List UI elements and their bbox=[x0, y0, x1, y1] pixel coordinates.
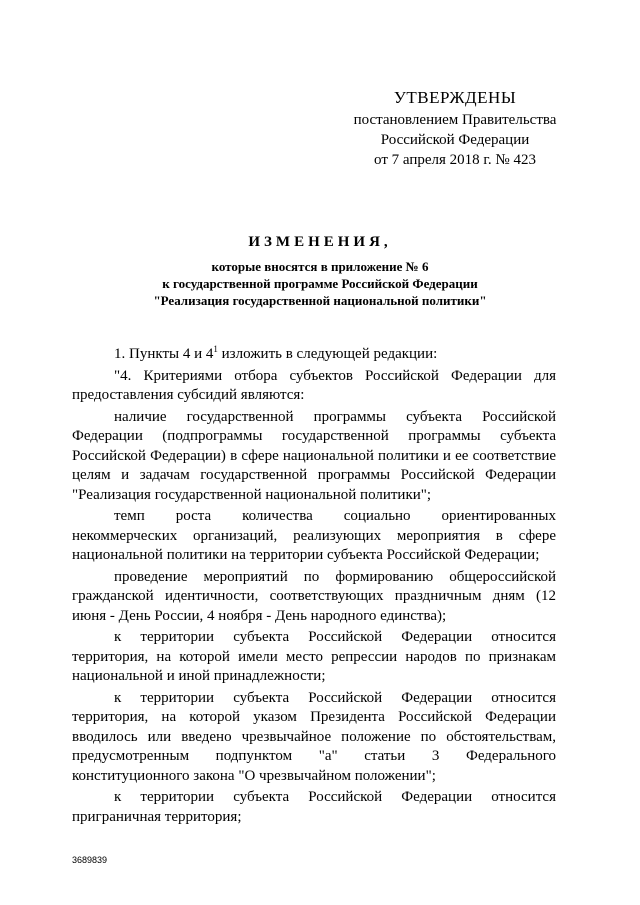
title-line: к государственной программе Российской Федерации bbox=[162, 276, 478, 291]
approval-block bbox=[340, 88, 570, 170]
document-body bbox=[72, 345, 556, 829]
paragraph-1 bbox=[72, 345, 556, 365]
superscript: 1 bbox=[213, 344, 218, 354]
paragraph-6: к территории субъекта Российской Федерации относится территория, на которой имели место репрессии народов по признакам национальной и иной принадлежности; bbox=[72, 629, 556, 684]
paragraph-text: 1. Пункты 4 и 4 bbox=[114, 346, 214, 362]
approval-line: Российской Федерации bbox=[380, 132, 530, 148]
paragraph-8: к территории субъекта Российской Федерации относится приграничная территория; bbox=[72, 789, 556, 825]
paragraph-5: проведение мероприятий по формированию общероссийской гражданской идентичности, соответствующих праздничным дням (12 июня - День России, 4 ноября - День народного единства); bbox=[72, 568, 556, 624]
title-main: ИЗМЕНЕНИЯ, bbox=[248, 234, 392, 250]
title-line: которые вносятся в приложение № 6 bbox=[211, 259, 429, 274]
approval-heading: УТВЕРЖДЕНЫ bbox=[393, 88, 517, 107]
title-line: "Реализация государственной национальной политики" bbox=[153, 293, 487, 308]
paragraph-7: к территории субъекта Российской Федерации относится территория, на которой указом Президента Российской Федерации вводилось или введено чрезвычайное положение по обстоятельствам, предусмотренным подпунктом "а" статьи 3 Федерального конституционного закона "О чрезвычайном положении"; bbox=[72, 689, 556, 784]
paragraph-3: наличие государственной программы субъекта Российской Федерации (подпрограммы государственной программы субъекта Российской Федерации) в сфере национальной политики и ее соответствие целям и задачам государственной программы Российской Федерации "Реализация государственной национальной политики"; bbox=[72, 408, 556, 503]
paragraph-2: "4. Критериями отбора субъектов Российской Федерации для предоставления субсидий являются: bbox=[72, 367, 556, 403]
paragraph-4: темп роста количества социально ориентированных некоммерческих организаций, реализующих мероприятия в сфере национальной политики на территории субъекта Российской Федерации; bbox=[72, 508, 556, 563]
approval-date-number: от 7 апреля 2018 г. № 423 bbox=[374, 152, 536, 168]
paragraph-text: изложить в следующей редакции: bbox=[217, 346, 438, 362]
document-number: 3689839 bbox=[72, 855, 108, 865]
document-title bbox=[60, 232, 580, 309]
approval-line: постановлением Правительства bbox=[353, 112, 557, 128]
